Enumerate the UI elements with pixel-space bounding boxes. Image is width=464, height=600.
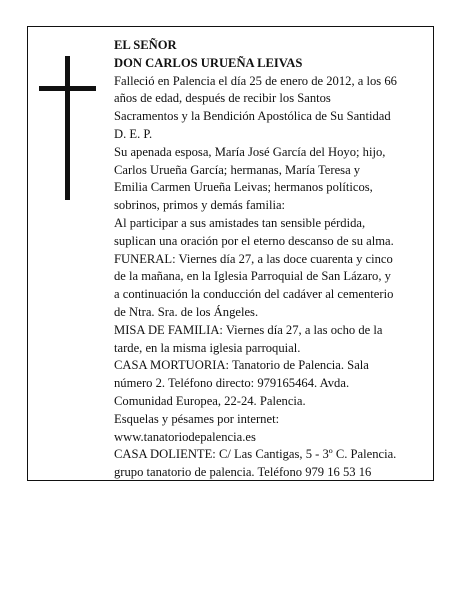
body-line: sobrinos, primos y demás familia: (114, 198, 286, 213)
cross-icon (65, 56, 70, 200)
body-line: grupo tanatorio de palencia. Teléfono 979 16 53 16 (114, 465, 372, 480)
heading-line-name: DON CARLOS URUEÑA LEIVAS (114, 55, 303, 70)
body-line-family-home: CASA DOLIENTE: C/ Las Cantigas, 5 - 3º C. Palencia. (114, 447, 397, 462)
body-line: años de edad, después de recibir los Santos (114, 91, 331, 106)
body-line: Sacramentos y la Bendición Apostólica de Su Santidad (114, 109, 391, 124)
heading-line-title: EL SEÑOR (114, 38, 177, 52)
body-line: Al participar a sus amistades tan sensible pérdida, (114, 215, 366, 230)
body-line: Esquelas y pésames por internet: (114, 411, 280, 426)
body-line-website: www.tanatoriodepalencia.es (114, 429, 256, 444)
body-line-dep: D. E. P. (114, 126, 153, 141)
body-line: Emilia Carmen Urueña Leivas; hermanos políticos, (114, 180, 373, 195)
body-line-funeral: FUNERAL: Viernes día 27, a las doce cuarenta y cinco (114, 251, 393, 266)
body-line-mortuary: CASA MORTUORIA: Tanatorio de Palencia. Sala (114, 358, 369, 373)
body-line: tarde, en la misma iglesia parroquial. (114, 340, 301, 355)
cross-icon-crossbar (39, 86, 96, 91)
body-line: de Ntra. Sra. de los Ángeles. (114, 304, 259, 319)
body-line: Carlos Urueña García; hermanas, María Teresa y (114, 162, 361, 177)
body-line-mass: MISA DE FAMILIA: Viernes día 27, a las ocho de la (114, 322, 383, 337)
body-line: Su apenada esposa, María José García del Hoyo; hijo, (114, 144, 386, 159)
body-line: Falleció en Palencia el día 25 de enero de 2012, a los 66 (114, 73, 397, 88)
obituary-text (114, 37, 426, 482)
body-line: a continuación la conducción del cadáver al cementerio (114, 287, 394, 302)
body-line: Comunidad Europea, 22-24. Palencia. (114, 393, 306, 408)
body-line: suplican una oración por el eterno descanso de su alma. (114, 233, 394, 248)
body-line: de la mañana, en la Iglesia Parroquial de San Lázaro, y (114, 269, 391, 284)
body-line: número 2. Teléfono directo: 979165464. Avda. (114, 376, 350, 391)
